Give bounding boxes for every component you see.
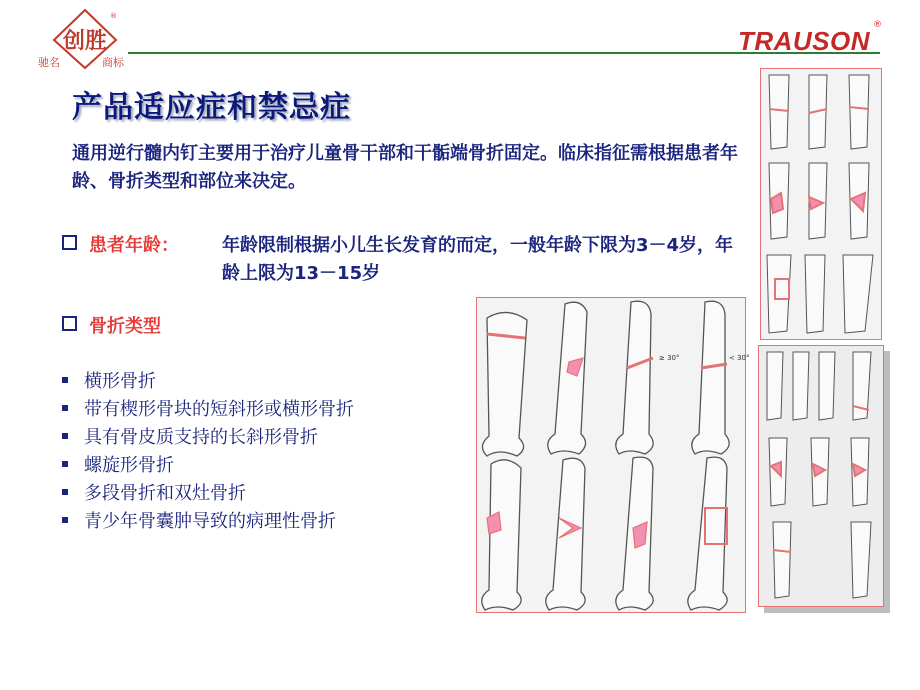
patient-age-text: 年龄限制根据小儿生长发育的而定，一般年龄下限为3－4岁，年龄上限为13－15岁 <box>222 235 734 284</box>
brand-name: TRAUSON <box>737 26 870 56</box>
logo-glyph: 创 <box>62 29 86 54</box>
square-bullet-icon <box>62 405 68 411</box>
angle-label-2: < 30° <box>729 354 750 362</box>
brand-reg-mark: ® <box>873 20 882 30</box>
square-bullet-icon <box>62 377 68 383</box>
bone-fracture-thumbnail-icon <box>761 69 881 339</box>
fracture-type-list <box>62 368 354 536</box>
square-bullet-icon <box>62 517 68 523</box>
logo-reg-mark: ® <box>110 12 117 20</box>
checkbox-bullet-icon <box>62 316 77 331</box>
intro-paragraph: 通用逆行髓内钉主要用于治疗儿童骨干部和干骺端骨折固定。临床指征需根据患者年龄、骨折类型和部位来决定。 <box>72 143 738 192</box>
square-bullet-icon <box>62 461 68 467</box>
logo-glyph-right: 胜 <box>84 29 108 54</box>
angle-label-1: ≥ 30° <box>659 354 680 362</box>
list-item: 具有骨皮质支持的长斜形骨折 <box>62 424 354 452</box>
patient-age-label: 患者年龄： <box>89 235 179 256</box>
list-item: 横形骨折 <box>62 368 354 396</box>
list-item: 多段骨折和双灶骨折 <box>62 480 354 508</box>
fracture-illustration-main <box>476 297 750 613</box>
page-title: 产品适应症和禁忌症 <box>72 90 351 125</box>
logo-caption-right: 商标 <box>102 56 124 69</box>
checkbox-bullet-icon <box>62 235 77 250</box>
fracture-illustration-bottom-right <box>758 345 884 607</box>
list-item: 带有楔形骨块的短斜形或横形骨折 <box>62 396 354 424</box>
fracture-type-label: 骨折类型 <box>89 316 161 337</box>
square-bullet-icon <box>62 489 68 495</box>
patient-age-heading <box>62 232 179 260</box>
bone-fracture-diagram-icon <box>477 298 750 612</box>
fracture-type-heading <box>62 312 161 338</box>
list-item: 青少年骨囊肿导致的病理性骨折 <box>62 508 354 536</box>
logo-caption-left: 驰名 <box>38 56 60 69</box>
list-item: 螺旋形骨折 <box>62 452 354 480</box>
fracture-illustration-top-right <box>760 68 882 340</box>
square-bullet-icon <box>62 433 68 439</box>
bone-fracture-thumbnail-icon <box>759 346 883 606</box>
